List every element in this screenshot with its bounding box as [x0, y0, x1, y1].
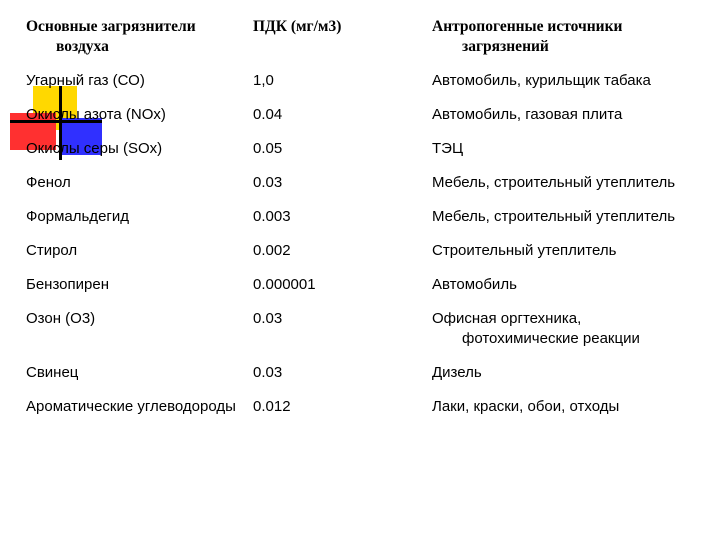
cell-mpc: 0.012: [253, 398, 291, 415]
table-row: [22, 68, 694, 102]
table-row: [22, 136, 694, 170]
cell-pollutant: Свинец: [26, 364, 79, 381]
cell-mpc: 0.03: [253, 310, 283, 327]
cell-source: ТЭЦ: [432, 140, 464, 157]
cell-source: Офисная оргтехника, фотохимические реакции: [432, 310, 640, 347]
cell-source: Мебель, строительный утеплитель: [432, 174, 676, 191]
header-sources: Антропогенные источники загрязнений: [432, 18, 623, 55]
table-row: [22, 204, 694, 238]
cell-mpc: 0.03: [253, 174, 283, 191]
cell-mpc: 0.003: [253, 208, 291, 225]
cell-source: Лаки, краски, обои, отходы: [432, 398, 620, 415]
cell-pollutant: Озон (О3): [26, 310, 96, 327]
cell-source: Мебель, строительный утеплитель: [432, 208, 676, 225]
cell-source: Автомобиль: [432, 276, 517, 293]
cell-source: Дизель: [432, 364, 482, 381]
table-header-row: [22, 14, 694, 68]
cell-mpc: 0.03: [253, 364, 283, 381]
pollutants-table: [22, 14, 694, 428]
cell-pollutant: Формальдегид: [26, 208, 130, 225]
table-row: [22, 238, 694, 272]
cell-mpc: 1,0: [253, 72, 274, 89]
cell-pollutant: Бензопирен: [26, 276, 109, 293]
cell-source: Строительный утеплитель: [432, 242, 617, 259]
header-pollutant: Основные загрязнители воздуха: [26, 18, 196, 55]
cell-mpc: 0.04: [253, 106, 283, 123]
cell-source: Автомобиль, газовая плита: [432, 106, 623, 123]
cell-pollutant: Ароматические углеводороды: [26, 398, 236, 415]
cell-mpc: 0.05: [253, 140, 283, 157]
table-row: [22, 102, 694, 136]
header-mpc: ПДК (мг/м3): [253, 18, 342, 35]
table-row: [22, 170, 694, 204]
cell-pollutant: Фенол: [26, 174, 71, 191]
table-row: [22, 272, 694, 306]
cell-pollutant: Окислы азота (NOx): [26, 106, 166, 123]
table-row: [22, 306, 694, 360]
cell-pollutant: Окислы серы (SOx): [26, 140, 163, 157]
table-row: [22, 360, 694, 394]
cell-pollutant: Угарный газ (СО): [26, 72, 145, 89]
cell-mpc: 0.000001: [253, 276, 316, 293]
cell-source: Автомобиль, курильщик табака: [432, 72, 651, 89]
cell-pollutant: Стирол: [26, 242, 78, 259]
table-row: [22, 394, 694, 428]
cell-mpc: 0.002: [253, 242, 291, 259]
